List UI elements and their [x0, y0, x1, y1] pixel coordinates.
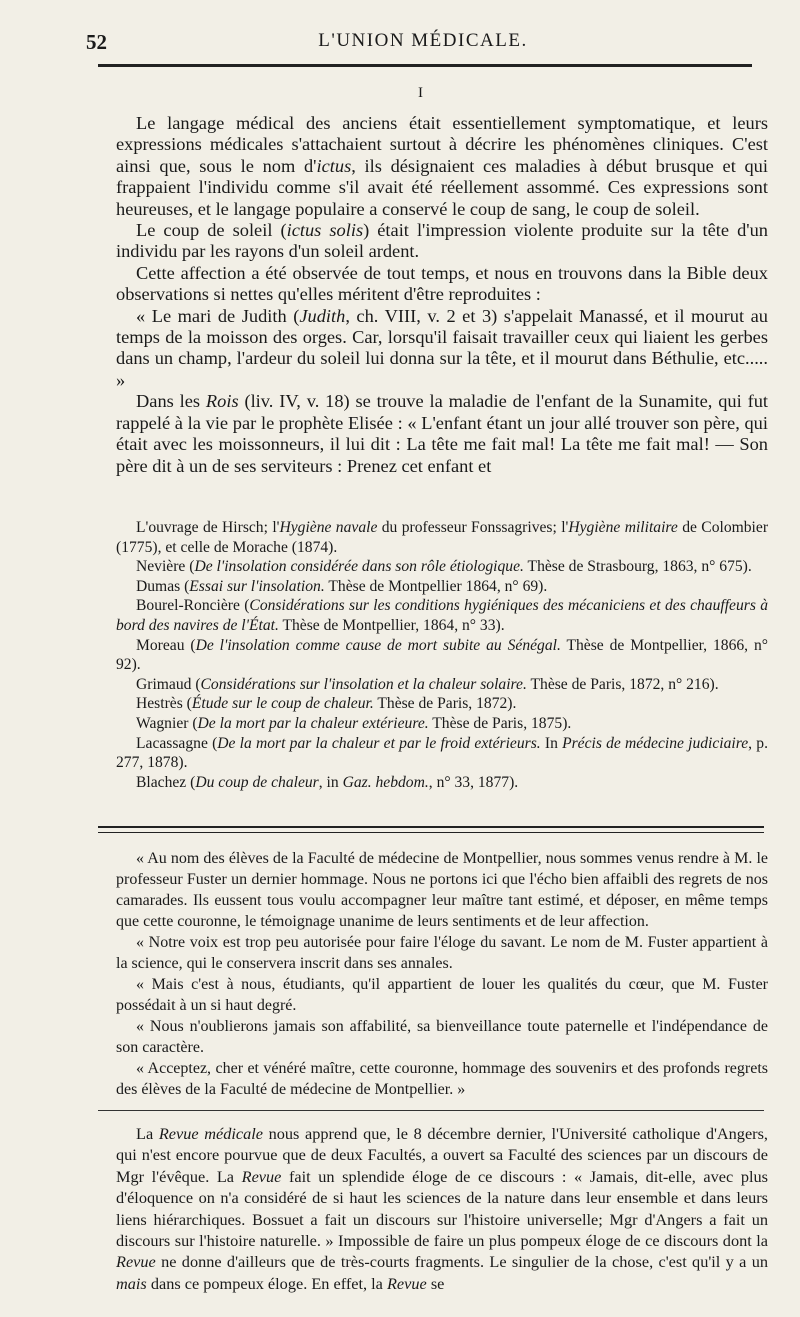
note-item: L'ouvrage de Hirsch; l'Hygiène navale du professeur Fonssagrives; l'Hygiène militaire de Colombier (1775), et celle de Morache (1874).: [116, 519, 769, 556]
news-paragraph: La Revue médicale nous apprend que, le 8 décembre dernier, l'Université catholique d'Angers, qui n'est encore pourvue que de deux Facultés, a ouvert sa Faculté des sciences par un discours de Mgr l'évêque. La Revue fait un splendide éloge de ce discours : « Jamais, dit-elle, avec plus d'éloquence on n'a considéré de si haut les sciences de la nature dans leur ensemble et dans leurs liens hiérarchiques. Bossuet a fait un discours sur l'histoire universelle; Mgr d'Angers a fait un discours sur l'histoire naturelle. » Impossible de faire un plus pompeux éloge de ce discours dont la Revue ne donne d'ailleurs que de très-courts fragments. Le singulier de la chose, c'est qu'il y a un mais dans ce pompeux éloge. En effet, la Revue se: [116, 1124, 768, 1293]
speech-paragraph: « Nous n'oublierons jamais son affabilité, sa bienveillance toute paternelle et l'indépendance de son caractère.: [116, 1018, 768, 1056]
note-item: Wagnier (De la mort par la chaleur extérieure. Thèse de Paris, 1875).: [136, 714, 572, 732]
page-header: [86, 28, 760, 62]
paragraph-5: Dans les Rois (liv. IV, v. 18) se trouve la maladie de l'enfant de la Sunamite, qui fut rappelé à la vie par le prophète Elisée : « L'enfant étant un jour allé trouver son père, qui était avec les moissonneurs, il lui dit : La tête me fait mal! La tête me fait mal! — Son père dit à un de ses serviteurs : Prenez cet enfant et: [116, 391, 768, 476]
note-item: Dumas (Essai sur l'insolation. Thèse de Montpellier 1864, n° 69).: [136, 577, 548, 595]
note-item: Moreau (De l'insolation comme cause de mort subite au Sénégal. Thèse de Montpellier, 1866, n° 92).: [116, 636, 768, 674]
note-item: Bourel-Roncière (Considérations sur les conditions hygiéniques des mécaniciens et des chauffeurs à bord des navires de l'État. Thèse de Montpellier, 1864, n° 33).: [116, 597, 768, 634]
section-number: I: [418, 85, 423, 101]
journal-title: L'UNION MÉDICALE.: [318, 30, 528, 51]
speech-paragraph: « Notre voix est trop peu autorisée pour faire l'éloge du savant. Le nom de M. Fuster appartient à la science, qui le conservera inscrit dans ses annales.: [116, 934, 768, 972]
paragraph-4: « Le mari de Judith (Judith, ch. VIII, v. 2 et 3) s'appelait Manassé, et il mourut au temps de la moisson des orges. Car, lorsqu'il faisait travailler ceux qui liaient les gerbes dans un champ, l'ardeur du soleil lui donna sur la tête, et il mourut dans Béthulie, etc..... »: [116, 305, 768, 390]
speech-paragraph: « Acceptez, cher et vénéré maître, cette couronne, hommage des souvenirs et des profonds regrets des élèves de la Faculté de médecine de Montpellier. »: [116, 1060, 768, 1098]
note-item: Nevière (De l'insolation considérée dans son rôle étiologique. Thèse de Strasbourg, 1863, n° 675).: [136, 558, 752, 576]
note-item: Grimaud (Considérations sur l'insolation et la chaleur solaire. Thèse de Paris, 1872, n° 216).: [136, 675, 719, 693]
speech-paragraph: « Au nom des élèves de la Faculté de médecine de Montpellier, nous sommes venus rendre à M. le professeur Fuster un dernier hommage. Nous ne portons ici que l'écho bien affaibli des regrets de nos camarades. Ils eussent tous voulu accompagner leur maître tant estimé, et déposer, en même temps que cette couronne, le témoignage unanime de leurs sentiments et de leur affection.: [116, 850, 768, 930]
article-body: [116, 113, 768, 477]
bibliography-notes: [116, 518, 768, 792]
header-rule: [98, 64, 752, 67]
section-divider-double: [98, 826, 764, 833]
note-item: Blachez (Du coup de chaleur, in Gaz. hebdom., n° 33, 1877).: [136, 773, 519, 791]
paragraph-3: Cette affection a été observée de tout temps, et nous en trouvons dans la Bible deux observations si nettes qu'elles méritent d'être reproduites :: [116, 262, 768, 305]
note-item: Lacassagne (De la mort par la chaleur et par le froid extérieurs. In Précis de médecine judiciaire, p. 277, 1878).: [116, 734, 768, 772]
speech-paragraph: « Mais c'est à nous, étudiants, qu'il appartient de louer les qualités du cœur, que M. Fuster possédait à un si haut degré.: [116, 976, 768, 1014]
note-item: Hestrès (Étude sur le coup de chaleur. Thèse de Paris, 1872).: [136, 695, 517, 713]
news-item: [116, 1123, 768, 1294]
paragraph-1: Le langage médical des anciens était essentiellement symptomatique, et leurs expressions médicales s'attachaient surtout à décrire les phénomènes cliniques. C'est ainsi que, sous le nom d'ictus, ils désignaient ces maladies à début brusque et qui frappaient l'individu comme s'il avait été réellement assommé. Ces expressions sont heureuses, et le langage populaire a conservé le coup de sang, le coup de soleil.: [116, 113, 768, 219]
page-number: 52: [86, 30, 107, 54]
section-divider: [98, 1110, 764, 1111]
paragraph-2: Le coup de soleil (ictus solis) était l'impression violente produite sur la tête d'un individu par les rayons d'un soleil ardent.: [116, 220, 768, 262]
funeral-speech: [116, 848, 768, 1100]
